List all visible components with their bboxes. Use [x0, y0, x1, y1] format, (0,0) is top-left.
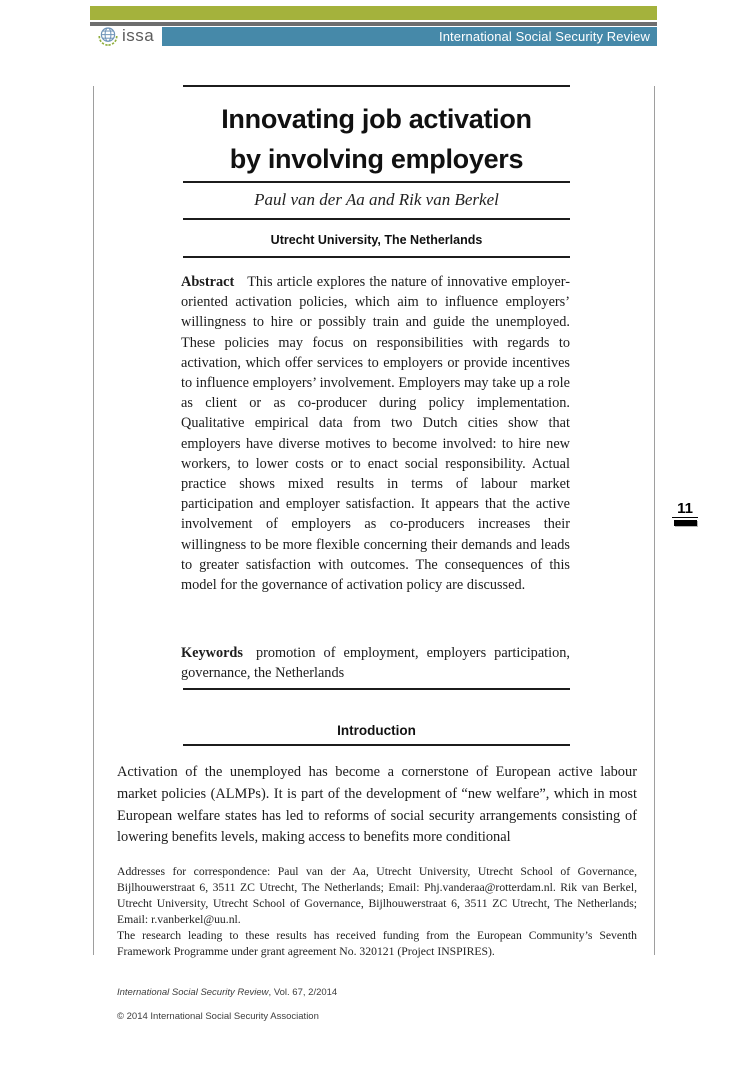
footer-journal-line: [117, 987, 537, 998]
section-heading-introduction: Introduction: [337, 723, 416, 738]
keywords-label: Keywords: [181, 645, 243, 661]
keywords-text: promotion of employment, employers participation, governance, the Netherlands: [181, 645, 570, 682]
footer-journal-volume: , Vol. 67, 2/2014: [268, 987, 338, 998]
title-top-rule: [183, 85, 570, 87]
abstract-text: This article explores the nature of innovative employer-oriented activation policies, which aim to influence employers’ willingness to hire or possibly train and guide the unemployed. These policies may focus on responsibilities with regards to activation, which offer services to employers or provide incentives to influence employers’ involvement. Employers may take up a role as client or as co-producer during policy implementation. Qualitative empirical data from two Dutch cities show that employers have diverse motives to become involved: to hire new workers, to lower costs or to enact social responsibility. Actual practice shows mixed results in terms of labour market participation and employer satisfaction. It appears that the active involvement of employers as co-producers increases their willingness to be more flexible concerning their demands and leads to greater satisfaction with outcomes. The consequences of this model for the governance of activation policy are discussed.: [181, 274, 570, 594]
page-footer: [117, 987, 537, 1022]
body-paragraph: Activation of the unemployed has become a cornerstone of European active labour market policies (ALMPs). It is part of the development of “new welfare”, which in most European welfare states has led to reforms of social security arrangements consisting of lowering benefits levels, making access to benefits more conditional: [117, 764, 637, 846]
footnote-funding: The research leading to these results has received funding from the European Community’s Seventh Framework Programme under grant agreement No. 320121 (Project INSPIRES).: [117, 928, 637, 958]
article-authors: Paul van der Aa and Rik van Berkel: [254, 190, 499, 209]
abstract-paragraph: [181, 272, 570, 595]
issa-globe-icon: [97, 25, 119, 47]
article-affiliation: Utrecht University, The Netherlands: [270, 233, 483, 247]
introduction-rule: [183, 744, 570, 746]
footer-copyright: © 2014 International Social Security Association: [117, 1011, 319, 1022]
header-green-bar: [90, 6, 657, 20]
journal-banner-title: International Social Security Review: [439, 29, 650, 44]
header-gray-bar: [90, 22, 657, 26]
article-title: [183, 99, 570, 179]
issa-logo: [97, 25, 154, 47]
keywords-paragraph: [181, 643, 570, 683]
journal-banner: [162, 27, 657, 46]
abstract-label: Abstract: [181, 274, 235, 290]
footer-journal-name: International Social Security Review: [117, 987, 269, 998]
keywords-rule: [183, 688, 570, 690]
footnote-block: [117, 864, 637, 959]
affiliation-rule: [183, 256, 570, 258]
article-title-line-1: Innovating job activation: [221, 104, 532, 134]
page-number-marker: [672, 500, 698, 526]
article-title-line-2: by involving employers: [229, 144, 524, 174]
issa-logo-text: issa: [122, 26, 155, 45]
page-number: 11: [672, 500, 698, 518]
page-number-bar: [674, 520, 697, 526]
title-bottom-rule: [183, 181, 570, 183]
authors-rule: [183, 218, 570, 220]
footnote-correspondence: Addresses for correspondence: Paul van der Aa, Utrecht University, Utrecht School of Governance, Bijlhouwerstraat 6, 3511 ZC Utrecht, The Netherlands; Email: Phj.vanderaa@rotterdam.nl. Rik van Berkel, Utrecht University, Utrecht School of Governance, Bijlhouwerstraat 6, 3511 ZC Utrecht, The Netherlands; Email: r.vanberkel@uu.nl.: [117, 865, 637, 926]
